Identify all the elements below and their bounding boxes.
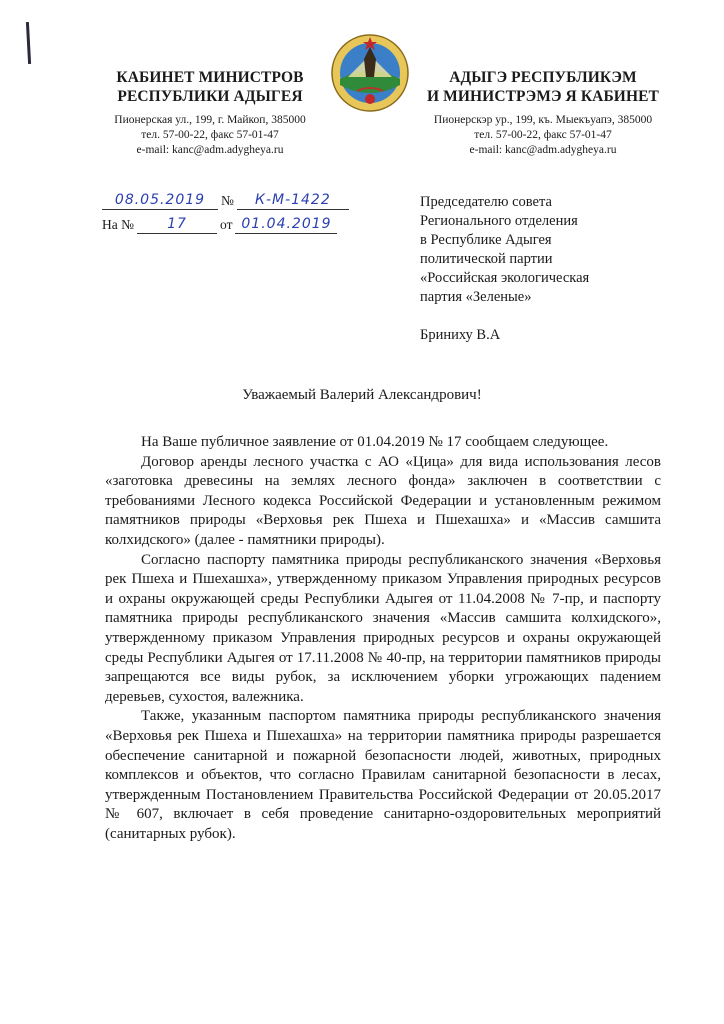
org-contacts-adyghe bbox=[412, 113, 674, 158]
header-right-adyghe bbox=[412, 68, 674, 158]
org-title-line: КАБИНЕТ МИНИСТРОВ bbox=[116, 69, 304, 86]
org-email: e-mail: kanc@adm.adygheya.ru bbox=[469, 144, 617, 156]
margin-pen-mark bbox=[26, 22, 31, 64]
outgoing-registration bbox=[102, 186, 352, 210]
in-reply-label: На № bbox=[102, 217, 134, 232]
org-title-line: РЕСПУБЛИКИ АДЫГЕЯ bbox=[117, 88, 303, 105]
org-contacts-russian bbox=[100, 113, 320, 158]
header-left-russian bbox=[100, 68, 320, 158]
org-address: Пионерскэр ур., 199, къ. Мыекъуапэ, 385000 bbox=[433, 114, 653, 126]
in-reply-date: 01.04.2019 bbox=[235, 215, 337, 234]
addressee-line: Председателю совета bbox=[420, 194, 552, 210]
org-address: Пионерская ул., 199, г. Майкоп, 385000 bbox=[114, 114, 306, 126]
from-label: от bbox=[220, 217, 233, 232]
outgoing-number: К-М-1422 bbox=[237, 191, 349, 210]
addressee-line: партия «Зеленые» bbox=[420, 289, 532, 305]
addressee-line: «Российская экологическая bbox=[420, 270, 590, 286]
org-email: e-mail: kanc@adm.adygheya.ru bbox=[136, 144, 284, 156]
in-reply-number: 17 bbox=[137, 215, 217, 234]
incoming-reference bbox=[102, 210, 352, 234]
addressee-block bbox=[420, 193, 660, 345]
addressee-line: в Республике Адыгея bbox=[420, 232, 552, 248]
letter-body bbox=[105, 433, 661, 844]
greeting: Уважаемый Валерий Александрович! bbox=[242, 387, 482, 403]
org-title-line: АДЫГЭ РЕСПУБЛИКЭМ bbox=[449, 69, 637, 86]
org-phone: тел. 57-00-22, факс 57-01-47 bbox=[474, 129, 612, 141]
body-paragraph: Согласно паспорту памятника природы республиканского значения «Верховья рек Пшеха и Пшехашха», утвержденному приказом Управления природных ресурсов и охраны окружающей среды Республики Адыгея от 11.04.2008 № 7-пр, и паспорту памятника природы республиканского значения «Массив самшита колхидского», утвержденному приказом Управления природных ресурсов и охраны окружающей среды Республики Адыгея от 17.11.2008 № 40-пр, на территории памятников природы запрещаются все виды рубок, за исключением уборки угрожающих падением деревьев, сухостоя, валежника. bbox=[105, 551, 661, 705]
registration-block bbox=[102, 186, 352, 234]
body-paragraph: Также, указанным паспортом памятника природы республиканского значения «Верховья рек Пшеха и Пшехашха» на территории памятника природы разрешается обеспечение санитарной и пожарной безопасности людей, животных, природных комплексов и объектов, что согласно Правилам санитарной безопасности в лесах, утвержденным Постановлением Правительства Российской Федерации от 20.05.2017 № 607, включает в себя проведение санитарно-оздоровительных мероприятий (санитарных рубок). bbox=[105, 708, 661, 842]
number-label: № bbox=[221, 193, 234, 208]
org-phone: тел. 57-00-22, факс 57-01-47 bbox=[141, 129, 279, 141]
addressee-name: Бриниху В.А bbox=[420, 327, 501, 343]
org-title-adyghe bbox=[412, 68, 674, 106]
body-paragraph: На Ваше публичное заявление от 01.04.2019 № 17 сообщаем следующее. bbox=[141, 434, 609, 450]
outgoing-date: 08.05.2019 bbox=[102, 191, 218, 210]
org-title-line: И МИНИСТРЭМЭ Я КАБИНЕТ bbox=[427, 88, 659, 105]
body-paragraph: Договор аренды лесного участка с АО «Цица» для вида использования лесов «заготовка древесины на землях лесного фонда» заключен в соответствии с требованиями Лесного кодекса Российской Федерации и установленным режимом памятников природы «Верховья рек Пшеха и Пшехашха» и «Массив самшита колхидского» (далее - памятники природы). bbox=[105, 453, 661, 548]
org-title-russian bbox=[100, 68, 320, 106]
addressee-line: политической партии bbox=[420, 251, 553, 267]
coat-of-arms-emblem-icon bbox=[330, 33, 410, 113]
addressee-line: Регионального отделения bbox=[420, 213, 578, 229]
